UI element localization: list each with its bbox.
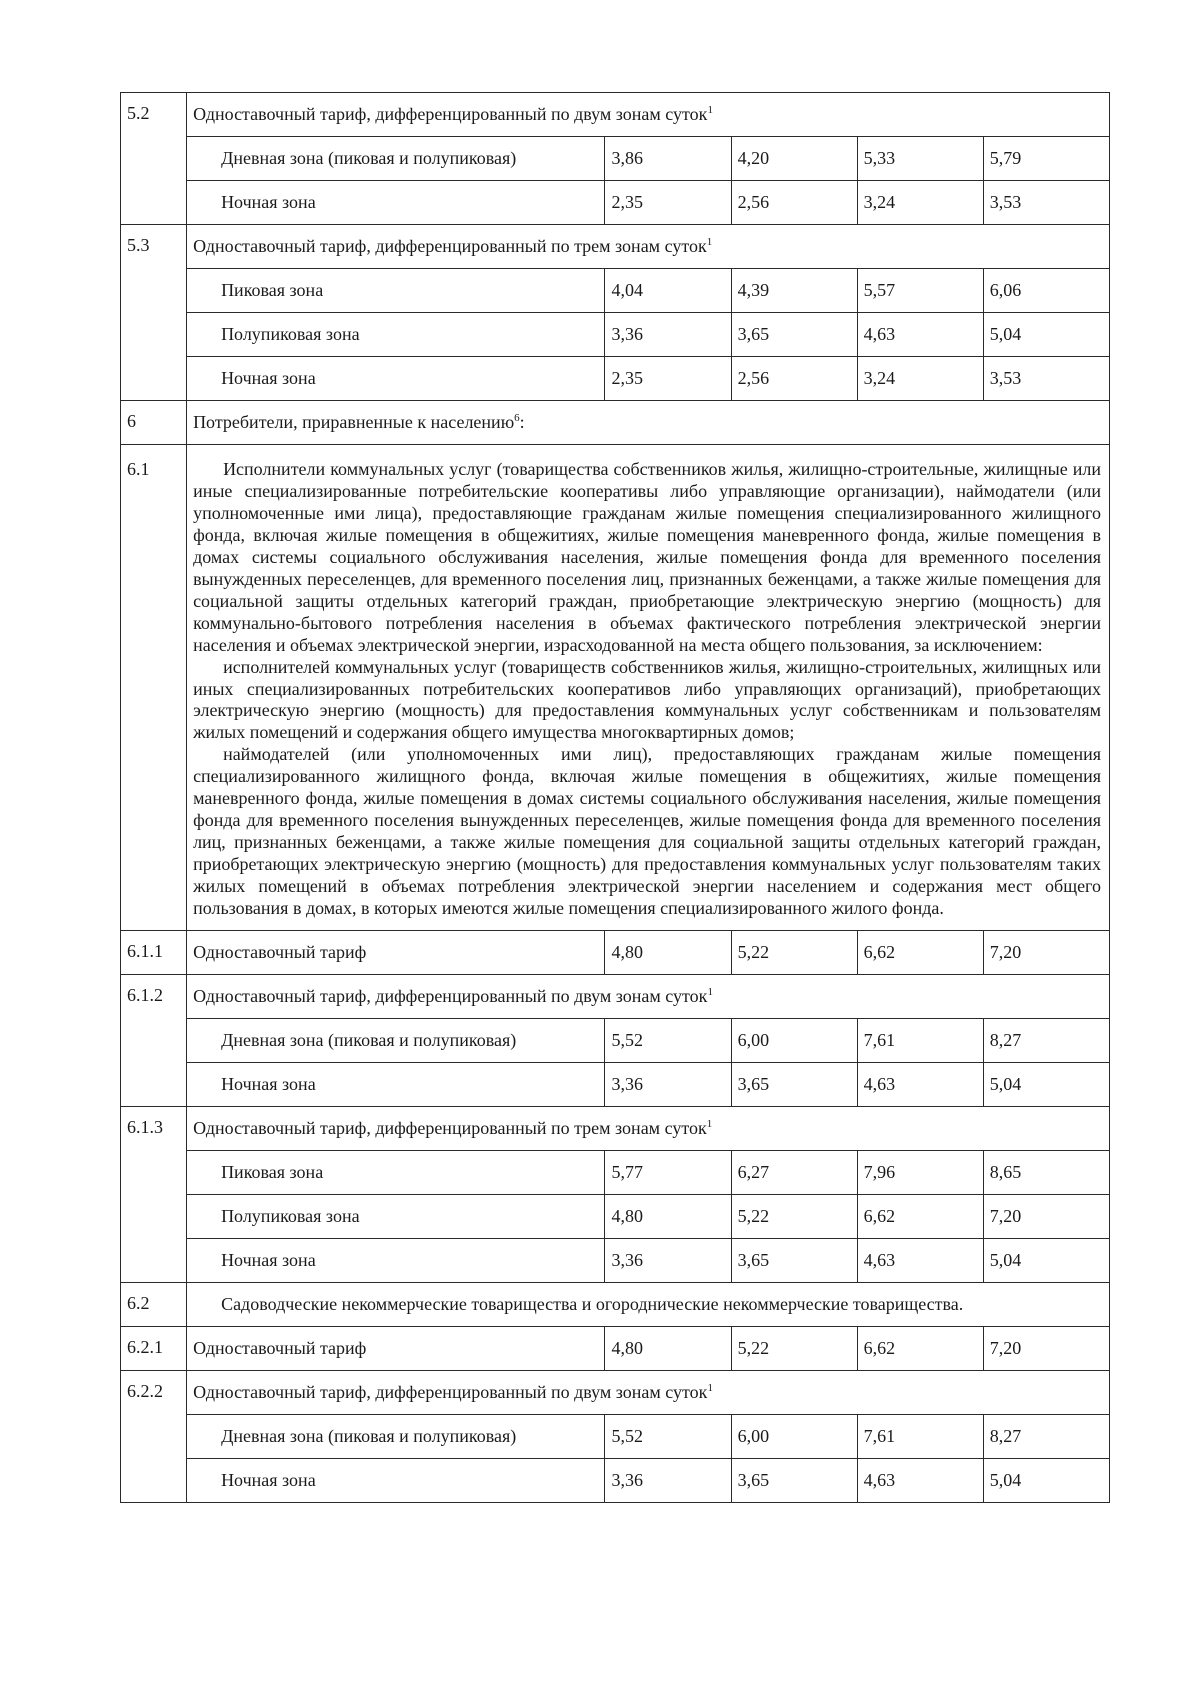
value-cell: 7,20 <box>983 931 1109 975</box>
value-cell: 3,86 <box>605 137 731 181</box>
row-number: 6.2.1 <box>121 1327 187 1371</box>
row-heading: Садоводческие некоммерческие товарищества и огороднические некоммерческие товарищества. <box>187 1283 1110 1327</box>
description-paragraph: исполнителей коммунальных услуг (товариществ собственников жилья, жилищно-строительных, жилищных или иных специализированных потребительских кооперативов либо управляющих организаций), приобретающих электрическую энергию (мощность) для предоставления коммунальных услуг собственникам и пользователям жилых помещений и содержания общего имущества многоквартирных домов; <box>193 656 1101 743</box>
row-label: Одноставочный тариф <box>187 931 605 975</box>
table-row <box>121 445 1110 931</box>
table-row <box>121 401 1110 445</box>
table-row <box>121 269 1110 313</box>
description-paragraph: наймодателей (или уполномоченных ими лиц), предоставляющих гражданам жилые помещения специализированного жилищного фонда, включая жилые помещения в общежитиях, жилые помещения маневренного фонда, жилые помещения в домах системы социального обслуживания населения, жилые помещения фонда для временного поселения вынужденных переселенцев, жилые помещения фонда для временного поселения лиц, признанных беженцами, а также жилые помещения для социальной защиты отдельных категорий граждан, приобретающих электрическую энергию (мощность) для предоставления коммунальных услуг пользователям таких жилых помещений в объемах потребления электрической энергии населением и содержания мест общего пользования в домах, в которых имеются жилые помещения специализированного жилого фонда. <box>193 744 1101 919</box>
table-row <box>121 1019 1110 1063</box>
row-label: Ночная зона <box>187 181 605 225</box>
value-cell: 6,06 <box>983 269 1109 313</box>
table-row <box>121 975 1110 1019</box>
table-row <box>121 1195 1110 1239</box>
tariff-table-page <box>120 92 1110 1503</box>
table-row <box>121 1107 1110 1151</box>
table-row <box>121 1063 1110 1107</box>
value-cell: 7,96 <box>857 1151 983 1195</box>
value-cell: 3,53 <box>983 181 1109 225</box>
table-row <box>121 93 1110 137</box>
row-label: Ночная зона <box>187 1063 605 1107</box>
table-row <box>121 181 1110 225</box>
value-cell: 5,57 <box>857 269 983 313</box>
value-cell: 8,27 <box>983 1415 1109 1459</box>
value-cell: 5,04 <box>983 1063 1109 1107</box>
table-row <box>121 1239 1110 1283</box>
value-cell: 5,22 <box>731 1327 857 1371</box>
value-cell: 7,20 <box>983 1327 1109 1371</box>
row-heading: Потребители, приравненные к населению$^6$: <box>187 401 1110 445</box>
row-number: 6.1.1 <box>121 931 187 975</box>
value-cell: 3,36 <box>605 313 731 357</box>
value-cell: 8,27 <box>983 1019 1109 1063</box>
table-row <box>121 1459 1110 1503</box>
description-paragraph: Исполнители коммунальных услуг (товарищества собственников жилья, жилищно-строительные, жилищные или иные специализированные потребительские кооперативы либо управляющие организации), наймодатели (или уполномоченные ими лица), предоставляющие гражданам жилые помещения специализированного жилищного фонда, включая жилые помещения в общежитиях, жилые помещения маневренного фонда, жилые помещения в домах системы социального обслуживания населения, жилые помещения фонда для временного поселения вынужденных переселенцев, для временного поселения лиц, признанных беженцами, а также жилые помещения для социальной защиты отдельных категорий граждан, приобретающие электрическую энергию (мощность) для коммунально-бытового потребления населения в объемах фактического потребления электрической энергии населения и объемах электрической энергии, израсходованной на места общего пользования, за исключением: <box>193 459 1101 655</box>
value-cell: 5,04 <box>983 1459 1109 1503</box>
row-description <box>187 445 1110 931</box>
value-cell: 3,65 <box>731 1239 857 1283</box>
value-cell: 2,35 <box>605 357 731 401</box>
value-cell: 4,63 <box>857 1459 983 1503</box>
value-cell: 7,20 <box>983 1195 1109 1239</box>
value-cell: 2,56 <box>731 357 857 401</box>
row-label: Полупиковая зона <box>187 1195 605 1239</box>
row-heading: Одноставочный тариф, дифференцированный по двум зонам суток$^1$ <box>187 1371 1110 1415</box>
row-number: 6.1.3 <box>121 1107 187 1283</box>
value-cell: 6,00 <box>731 1019 857 1063</box>
value-cell: 5,79 <box>983 137 1109 181</box>
row-number: 5.3 <box>121 225 187 401</box>
table-row <box>121 313 1110 357</box>
row-label: Одноставочный тариф <box>187 1327 605 1371</box>
row-heading: Одноставочный тариф, дифференцированный по трем зонам суток$^1$ <box>187 225 1110 269</box>
row-heading: Одноставочный тариф, дифференцированный по трем зонам суток$^1$ <box>187 1107 1110 1151</box>
table-row <box>121 931 1110 975</box>
table-row <box>121 1151 1110 1195</box>
value-cell: 4,39 <box>731 269 857 313</box>
value-cell: 4,20 <box>731 137 857 181</box>
table-row <box>121 1327 1110 1371</box>
value-cell: 4,63 <box>857 1239 983 1283</box>
row-number: 6.2.2 <box>121 1371 187 1503</box>
table-row <box>121 137 1110 181</box>
row-number: 6.1.2 <box>121 975 187 1107</box>
value-cell: 5,22 <box>731 1195 857 1239</box>
value-cell: 5,33 <box>857 137 983 181</box>
row-label: Ночная зона <box>187 1459 605 1503</box>
value-cell: 3,53 <box>983 357 1109 401</box>
row-heading: Одноставочный тариф, дифференцированный по двум зонам суток$^1$ <box>187 975 1110 1019</box>
value-cell: 4,63 <box>857 1063 983 1107</box>
value-cell: 6,62 <box>857 1327 983 1371</box>
row-number: 5.2 <box>121 93 187 225</box>
value-cell: 2,56 <box>731 181 857 225</box>
row-label: Пиковая зона <box>187 1151 605 1195</box>
value-cell: 3,65 <box>731 1063 857 1107</box>
value-cell: 3,65 <box>731 1459 857 1503</box>
table-row <box>121 1415 1110 1459</box>
value-cell: 6,62 <box>857 1195 983 1239</box>
table-row <box>121 1283 1110 1327</box>
value-cell: 3,36 <box>605 1063 731 1107</box>
row-number: 6.1 <box>121 445 187 931</box>
value-cell: 2,35 <box>605 181 731 225</box>
row-label: Полупиковая зона <box>187 313 605 357</box>
row-heading: Одноставочный тариф, дифференцированный по двум зонам суток$^1$ <box>187 93 1110 137</box>
value-cell: 3,24 <box>857 357 983 401</box>
row-label: Ночная зона <box>187 1239 605 1283</box>
row-label: Дневная зона (пиковая и полупиковая) <box>187 137 605 181</box>
value-cell: 4,63 <box>857 313 983 357</box>
table-row <box>121 225 1110 269</box>
row-label: Дневная зона (пиковая и полупиковая) <box>187 1415 605 1459</box>
value-cell: 4,80 <box>605 931 731 975</box>
value-cell: 4,04 <box>605 269 731 313</box>
tariff-table <box>120 92 1110 1503</box>
value-cell: 3,24 <box>857 181 983 225</box>
value-cell: 5,22 <box>731 931 857 975</box>
value-cell: 5,04 <box>983 313 1109 357</box>
value-cell: 6,00 <box>731 1415 857 1459</box>
row-label: Дневная зона (пиковая и полупиковая) <box>187 1019 605 1063</box>
row-label: Ночная зона <box>187 357 605 401</box>
value-cell: 6,27 <box>731 1151 857 1195</box>
table-row <box>121 1371 1110 1415</box>
value-cell: 6,62 <box>857 931 983 975</box>
value-cell: 7,61 <box>857 1019 983 1063</box>
row-number: 6.2 <box>121 1283 187 1327</box>
value-cell: 5,77 <box>605 1151 731 1195</box>
value-cell: 3,36 <box>605 1459 731 1503</box>
value-cell: 3,36 <box>605 1239 731 1283</box>
row-label: Пиковая зона <box>187 269 605 313</box>
value-cell: 8,65 <box>983 1151 1109 1195</box>
value-cell: 5,52 <box>605 1019 731 1063</box>
value-cell: 4,80 <box>605 1327 731 1371</box>
value-cell: 3,65 <box>731 313 857 357</box>
row-number: 6 <box>121 401 187 445</box>
table-row <box>121 357 1110 401</box>
value-cell: 4,80 <box>605 1195 731 1239</box>
value-cell: 7,61 <box>857 1415 983 1459</box>
value-cell: 5,04 <box>983 1239 1109 1283</box>
value-cell: 5,52 <box>605 1415 731 1459</box>
